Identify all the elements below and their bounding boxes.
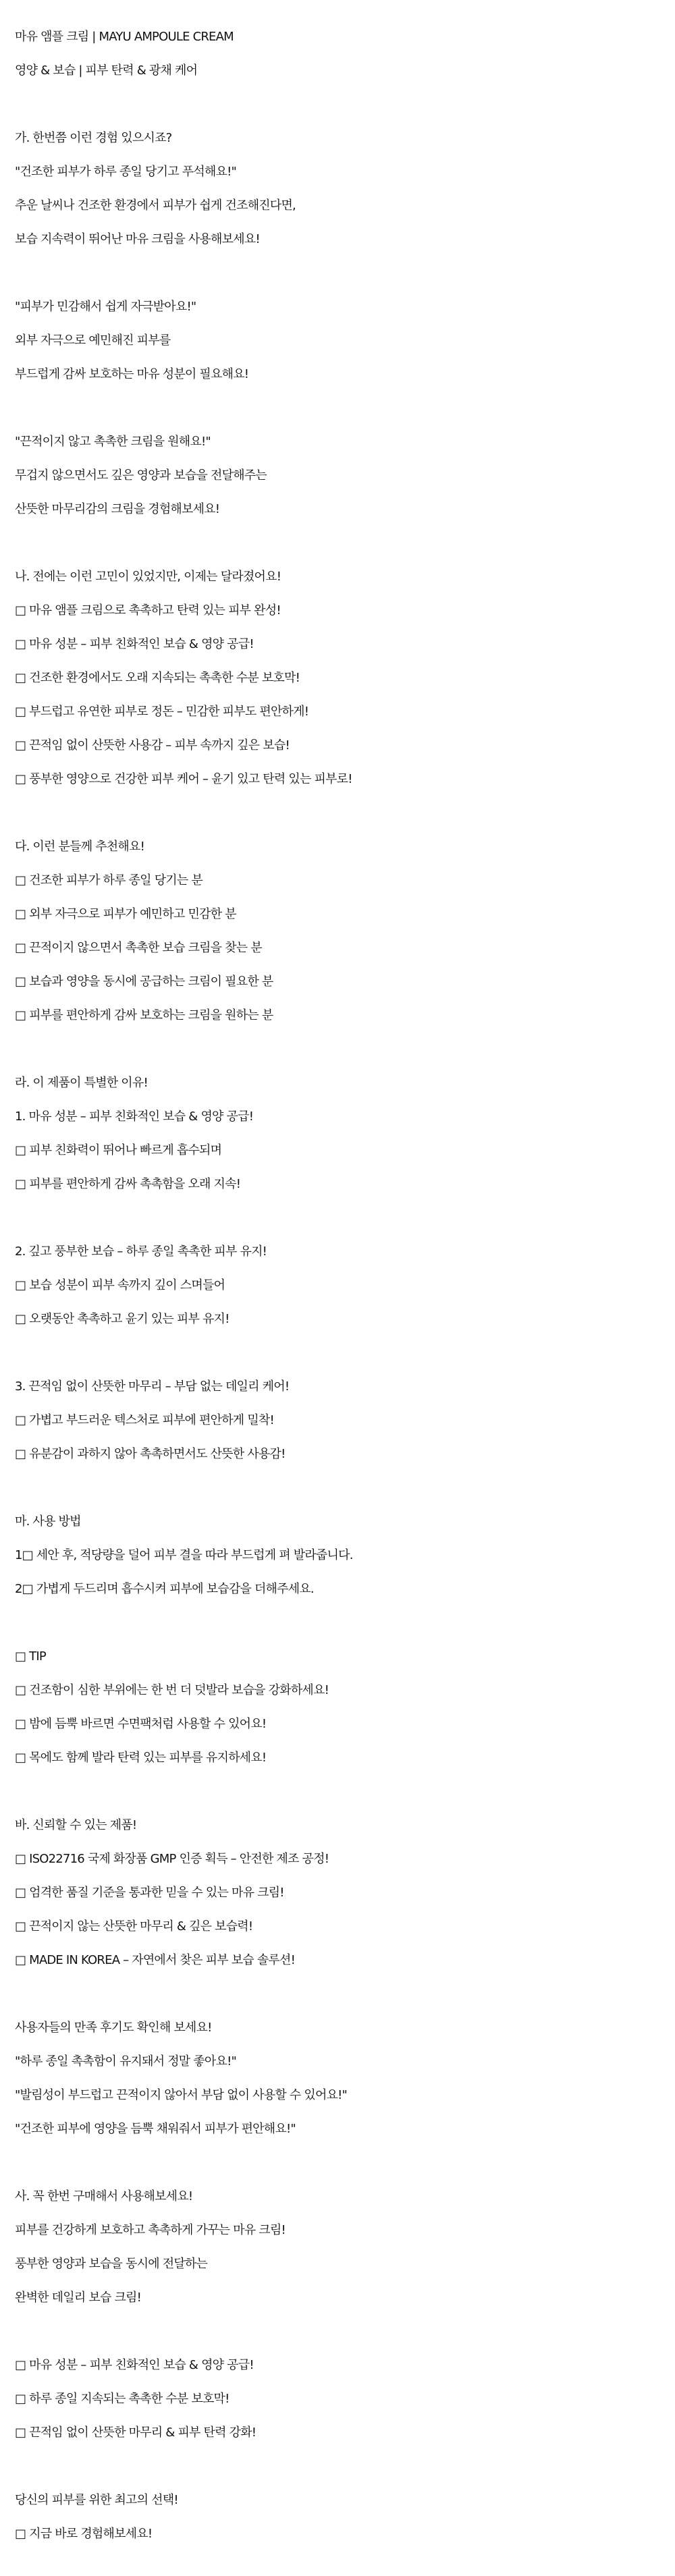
blank-spacer xyxy=(15,256,675,290)
text-line: 3. 끈적임 없이 산뜻한 마무리 – 부담 없는 데일리 케어! xyxy=(15,1379,290,1394)
text-line: "끈적이지 않고 촉촉한 크림을 원해요!" xyxy=(15,435,211,449)
blank-spacer xyxy=(15,1471,675,1505)
text-line: 영양 & 보습 | 피부 탄력 & 광채 케어 xyxy=(15,63,198,78)
text-line: □ 하루 종일 지속되는 촉촉한 수분 보호막! xyxy=(15,2392,230,2406)
text-line: 풍부한 영양과 보습을 동시에 전달하는 xyxy=(15,2257,208,2271)
text-line: □ 엄격한 품질 기준을 통과한 믿을 수 있는 마유 크림! xyxy=(15,1886,284,1900)
text-line: "건조한 피부가 하루 종일 당기고 푸석해요!" xyxy=(15,165,236,179)
blank-spacer xyxy=(15,2315,675,2349)
text-line: 가. 한번쯤 이런 경험 있으시죠? xyxy=(15,131,172,145)
text-line: 라. 이 제품이 특별한 이유! xyxy=(15,1076,148,1090)
text-line: □ 마유 성분 – 피부 친화적인 보습 & 영양 공급! xyxy=(15,637,254,651)
text-line: 부드럽게 감싸 보호하는 마유 성분이 필요해요! xyxy=(15,367,249,381)
text-line: □ 건조한 환경에서도 오래 지속되는 촉촉한 수분 보호막! xyxy=(15,671,300,685)
text-line: □ 풍부한 영양으로 건강한 피부 케어 – 윤기 있고 탄력 있는 피부로! xyxy=(15,772,352,786)
text-line: □ 밤에 듬뿍 바르면 수면팩처럼 사용할 수 있어요! xyxy=(15,1717,267,1731)
text-line: 보습 지속력이 뛰어난 마유 크림을 사용해보세요! xyxy=(15,232,260,246)
text-line: "발림성이 부드럽고 끈적이지 않아서 부담 없이 사용할 수 있어요!" xyxy=(15,2088,348,2102)
text-line: 당신의 피부를 위한 최고의 선택! xyxy=(15,2493,178,2507)
text-line: 추운 날씨나 건조한 환경에서 피부가 쉽게 건조해진다면, xyxy=(15,198,296,213)
text-line: 바. 신뢰할 수 있는 제품! xyxy=(15,1818,137,1832)
text-line: 나. 전에는 이런 고민이 있었지만, 이제는 달라졌어요! xyxy=(15,570,281,584)
blank-spacer xyxy=(15,1977,675,2011)
text-line: 2. 깊고 풍부한 보습 – 하루 종일 촉촉한 피부 유지! xyxy=(15,1244,267,1259)
text-line: 외부 자극으로 예민해진 피부를 xyxy=(15,333,171,348)
blank-spacer xyxy=(15,2450,675,2484)
text-line: □ 부드럽고 유연한 피부로 정돈 – 민감한 피부도 편안하게! xyxy=(15,705,309,719)
text-line: 마유 앰플 크림 | MAYU AMPOULE CREAM xyxy=(15,30,234,44)
text-line: 1□ 세안 후, 적당량을 덜어 피부 결을 따라 부드럽게 펴 발라줍니다. xyxy=(15,1548,353,1562)
text-line: 2□ 가볍게 두드리며 흡수시켜 피부에 보습감을 더해주세요. xyxy=(15,1582,314,1596)
text-line: □ 피부를 편안하게 감싸 보호하는 크림을 원하는 분 xyxy=(15,1008,273,1022)
blank-spacer xyxy=(15,88,675,121)
text-line: □ 끈적임 없이 산뜻한 마무리 & 피부 탄력 강화! xyxy=(15,2426,256,2440)
text-line: □ 가볍고 부드러운 텍스처로 피부에 편안하게 밀착! xyxy=(15,1413,274,1427)
text-line: 다. 이런 분들께 추천해요! xyxy=(15,840,144,854)
blank-spacer xyxy=(15,1201,675,1235)
text-line: □ TIP xyxy=(15,1649,46,1664)
text-line: 무겁지 않으면서도 깊은 영양과 보습을 전달해주는 xyxy=(15,468,267,483)
text-line: □ 보습 성분이 피부 속까지 깊이 스며들어 xyxy=(15,1278,225,1292)
text-line: "건조한 피부에 영양을 듬뿍 채워줘서 피부가 편안해요!" xyxy=(15,2122,296,2136)
text-line: "하루 종일 촉촉함이 유지돼서 정말 좋아요!" xyxy=(15,2054,236,2068)
text-line: □ 목에도 함께 발라 탄력 있는 피부를 유지하세요! xyxy=(15,1751,267,1765)
text-line: 산뜻한 마무리감의 크림을 경험해보세요! xyxy=(15,502,220,516)
text-line: 완벽한 데일리 보습 크림! xyxy=(15,2291,142,2305)
text-line: □ 건조함이 심한 부위에는 한 번 더 덧발라 보습을 강화하세요! xyxy=(15,1683,329,1697)
text-line: 사용자들의 만족 후기도 확인해 보세요! xyxy=(15,2021,212,2035)
text-line: 마. 사용 방법 xyxy=(15,1514,81,1529)
text-line: □ 건조한 피부가 하루 종일 당기는 분 xyxy=(15,873,202,887)
blank-spacer xyxy=(15,1775,675,1809)
text-line: □ ISO22716 국제 화장품 GMP 인증 획득 – 안전한 제조 공정! xyxy=(15,1852,329,1866)
blank-spacer xyxy=(15,1606,675,1640)
text-line: □ 끈적이지 않는 산뜻한 마무리 & 깊은 보습력! xyxy=(15,1919,253,1934)
text-line: □ 지금 바로 경험해보세요! xyxy=(15,2527,153,2541)
blank-spacer xyxy=(15,526,675,560)
blank-spacer xyxy=(15,1033,675,1066)
text-line: □ 피부를 편안하게 감싸 촉촉함을 오래 지속! xyxy=(15,1177,241,1191)
text-line: 사. 꼭 한번 구매해서 사용해보세요! xyxy=(15,2189,193,2203)
text-line: □ 마유 앰플 크림으로 촉촉하고 탄력 있는 피부 완성! xyxy=(15,603,281,618)
text-line: "피부가 민감해서 쉽게 자극받아요!" xyxy=(15,300,196,314)
text-line: 피부를 건강하게 보호하고 촉촉하게 가꾸는 마유 크림! xyxy=(15,2223,286,2237)
text-line: □ 마유 성분 – 피부 친화적인 보습 & 영양 공급! xyxy=(15,2358,254,2372)
text-line: □ 보습과 영양을 동시에 공급하는 크림이 필요한 분 xyxy=(15,975,273,989)
text-line: □ 끈적임 없이 산뜻한 사용감 – 피부 속까지 깊은 보습! xyxy=(15,738,290,752)
text-line: 1. 마유 성분 – 피부 친화적인 보습 & 영양 공급! xyxy=(15,1109,254,1124)
blank-spacer xyxy=(15,796,675,830)
text-line: □ 피부 친화력이 뛰어나 빠르게 흡수되며 xyxy=(15,1143,222,1157)
blank-spacer xyxy=(15,2146,675,2180)
text-line: □ 오랫동안 촉촉하고 윤기 있는 피부 유지! xyxy=(15,1312,230,1326)
text-line: □ MADE IN KOREA – 자연에서 찾은 피부 보습 솔루션! xyxy=(15,1953,295,1967)
blank-spacer xyxy=(15,1336,675,1370)
blank-spacer xyxy=(15,391,675,425)
text-line: □ 끈적이지 않으면서 촉촉한 보습 크림을 찾는 분 xyxy=(15,941,262,955)
text-line: □ 유분감이 과하지 않아 촉촉하면서도 산뜻한 사용감! xyxy=(15,1447,286,1461)
text-line: □ 외부 자극으로 피부가 예민하고 민감한 분 xyxy=(15,907,236,921)
